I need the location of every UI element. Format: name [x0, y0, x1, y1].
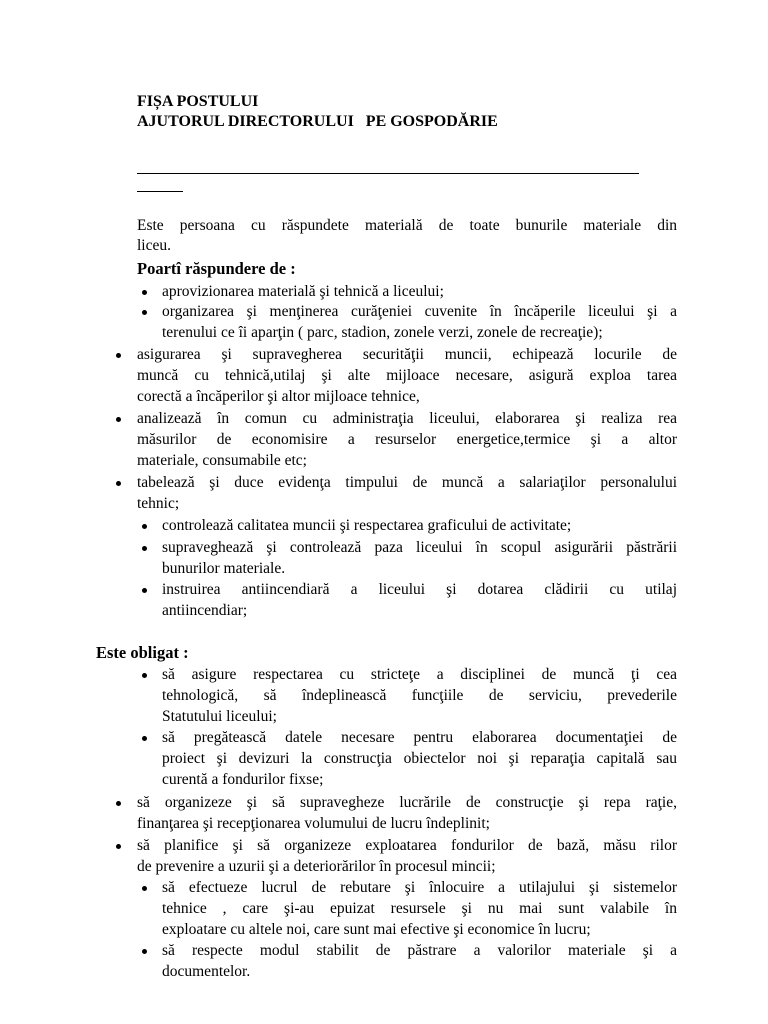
responsibility-item-line: corectă a încăperilor şi altor mijloace tehnice,	[137, 388, 420, 405]
bullet-icon	[116, 481, 121, 486]
document-title	[137, 92, 498, 132]
bullet-icon	[142, 949, 147, 954]
responsibility-item-line: organizarea şi menţinerea curăţeniei cuvenite în încăperile liceului şi a	[162, 303, 677, 320]
title-line-1: FIȘA POSTULUI	[137, 93, 259, 110]
obligation-item-line: să asigure respectarea cu stricteţe a disciplinei de muncă ţi cea	[162, 666, 677, 683]
obligation-item-line: documentelor.	[162, 963, 251, 980]
obligation-item-line: tehnice , care şi-au epuizat resursele şi nu mai sunt valabile în	[162, 900, 677, 917]
signature-line	[137, 173, 639, 174]
responsibility-item-line: instruirea antiincendiară a liceului şi dotarea clădirii cu utilaj	[162, 581, 677, 598]
bullet-icon	[142, 310, 147, 315]
responsibility-item-line: aprovizionarea materială şi tehnică a liceului;	[162, 283, 444, 300]
obligation-item-line: tehnologică, să îndeplinească funcţiile de serviciu, prevederile	[162, 687, 677, 704]
responsibility-item-line: asigurarea şi supravegherea securităţii muncii, echipează locurile de	[137, 346, 677, 363]
bullet-icon	[116, 417, 121, 422]
responsibility-item-line: antiincendiar;	[162, 602, 248, 619]
responsibility-item-line: tabelează şi duce evidenţa timpului de muncă a salariaţilor personalului	[137, 474, 677, 491]
obligation-item-line: să efectueze lucrul de rebutare şi înlocuire a utilajului şi sistemelor	[162, 879, 677, 896]
section-heading-responsibilities: Poartî răspundere de :	[137, 259, 296, 278]
obligation-item-line: finanţarea şi recepţionarea volumului de lucru îndeplinit;	[137, 815, 490, 832]
bullet-icon	[142, 546, 147, 551]
obligation-item-line: curentă a fondurilor fixse;	[162, 771, 324, 788]
bullet-icon	[116, 801, 121, 806]
bullet-icon	[142, 886, 147, 891]
intro-paragraph	[137, 216, 677, 256]
responsibility-item-line: tehnic;	[137, 495, 180, 512]
responsibility-item-line: analizează în comun cu administraţia liceului, elaborarea şi realiza rea	[137, 410, 677, 427]
bullet-icon	[142, 673, 147, 678]
responsibility-item-line: bunurilor materiale.	[162, 560, 286, 577]
section-heading-obligations: Este obligat :	[96, 643, 189, 662]
bullet-icon	[142, 524, 147, 529]
bullet-icon	[142, 290, 147, 295]
obligation-item-line: să organizeze şi să supravegheze lucrările de construcţie şi repa raţie,	[137, 794, 677, 811]
responsibility-item-line: supraveghează şi controlează paza liceului în scopul asigurării păstrării	[162, 539, 677, 556]
responsibility-item-line: muncă cu tehnică,utilaj şi alte mijloace necesare, asigură exploa tarea	[137, 367, 677, 384]
responsibility-item-line: materiale, consumabile etc;	[137, 452, 307, 469]
intro-line-1: Este persoana cu răspundete materială de toate bunurile materiale din	[137, 217, 677, 234]
intro-line-2: liceu.	[137, 237, 171, 254]
responsibility-item-line: măsurilor de economisire a resurselor energetice,termice şi a altor	[137, 431, 677, 448]
obligation-item-line: să planifice şi să organizeze exploatarea fondurilor de bază, măsu rilor	[137, 837, 677, 854]
signature-line-end	[137, 191, 183, 192]
bullet-icon	[142, 736, 147, 741]
bullet-icon	[142, 588, 147, 593]
responsibility-item-line: terenului ce îi aparţin ( parc, stadion, zonele verzi, zonele de recreaţie);	[162, 324, 603, 341]
obligation-item-line: exploatare cu altele noi, care sunt mai efective şi economice în lucru;	[162, 921, 591, 938]
obligation-item-line: proiect şi devizuri la construcţia obiectelor noi şi reparaţia capitală sau	[162, 750, 677, 767]
obligation-item-line: Statutului liceului;	[162, 708, 277, 725]
obligation-item-line: să respecte modul stabilit de păstrare a valorilor materiale şi a	[162, 942, 677, 959]
bullet-icon	[116, 353, 121, 358]
bullet-icon	[116, 844, 121, 849]
obligation-item-line: să pregătească datele necesare pentru elaborarea documentaţiei de	[162, 729, 677, 746]
obligation-item-line: de prevenire a uzurii şi a deteriorărilor în procesul mincii;	[137, 858, 496, 875]
responsibility-item-line: controlează calitatea muncii şi respectarea graficului de activitate;	[162, 517, 572, 534]
title-line-2: AJUTORUL DIRECTORULUI PE GOSPODĂRIE	[137, 113, 498, 130]
